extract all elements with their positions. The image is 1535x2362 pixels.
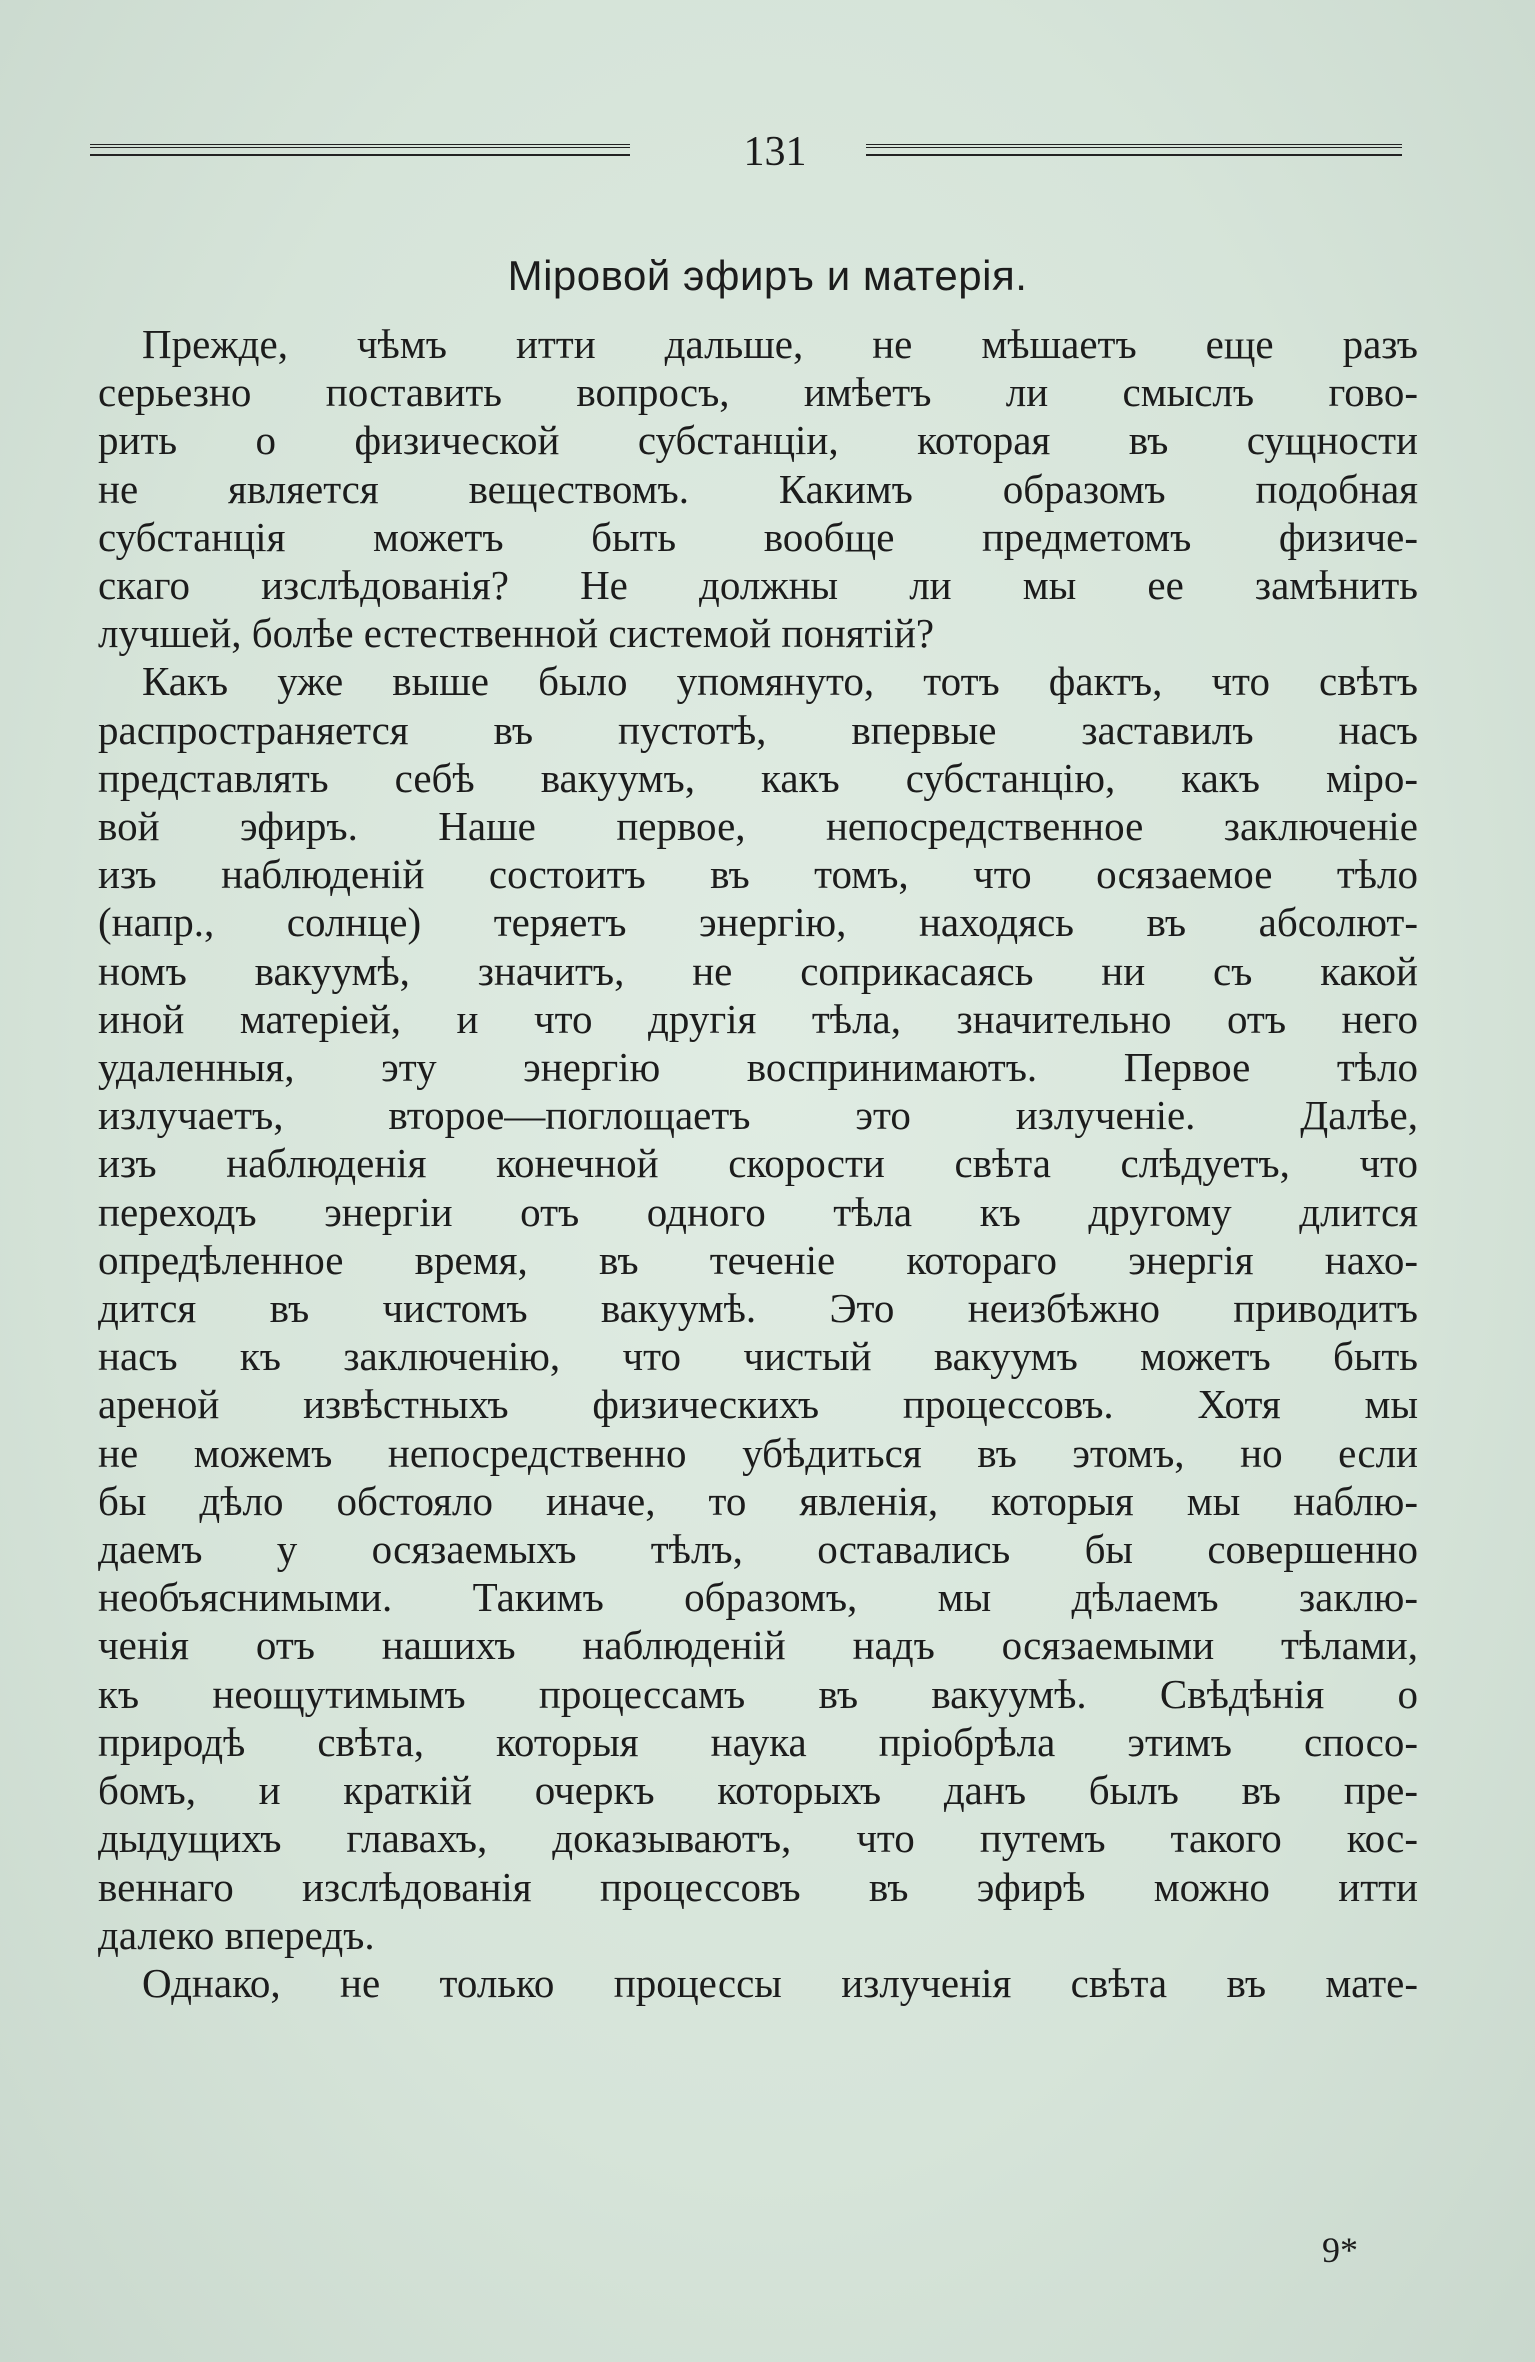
text-line: бомъ, и краткій очеркъ которыхъ данъ былъ въ пре- — [98, 1767, 1418, 1814]
text-line: рить о физической субстанціи, которая въ сущности — [98, 417, 1418, 464]
text-line: опредѣленное время, въ теченіе котораго энергія нахо- — [98, 1236, 1418, 1283]
signature-mark: 9* — [1322, 2230, 1358, 2270]
text-line: дится въ чистомъ вакуумѣ. Это неизбѣжно приводитъ — [98, 1285, 1418, 1332]
text-line: (напр., солнце) теряетъ энергію, находясь въ абсолют- — [98, 899, 1418, 946]
page-number: 131 — [743, 129, 807, 175]
text-line: переходъ энергіи отъ одного тѣла къ другому длится — [98, 1188, 1418, 1235]
text-line: представлять себѣ вакуумъ, какъ субстанцію, какъ міро- — [98, 754, 1418, 801]
text-line: къ неощутимымъ процессамъ въ вакуумѣ. Свѣдѣнія о — [98, 1670, 1418, 1717]
section-title: Міровой эфиръ и матерія. — [507, 252, 1028, 299]
text-line: дыдущихъ главахъ, доказываютъ, что путемъ такого кос- — [98, 1815, 1418, 1862]
text-line: номъ вакуумѣ, значитъ, не соприкасаясь ни съ какой — [98, 947, 1418, 994]
text-line: не является веществомъ. Какимъ образомъ подобная — [98, 465, 1418, 512]
paragraph-2 — [98, 657, 1418, 1958]
text-line: ареной извѣстныхъ физическихъ процессовъ. Хотя мы — [98, 1381, 1418, 1428]
text-line: даемъ у осязаемыхъ тѣлъ, оставались бы совершенно — [98, 1526, 1418, 1573]
text-line: субстанція можетъ быть вообще предметомъ физиче- — [98, 513, 1418, 560]
text-line: природѣ свѣта, которыя наука пріобрѣла этимъ спосо- — [98, 1718, 1418, 1765]
text-line: насъ къ заключенію, что чистый вакуумъ можетъ быть — [98, 1333, 1418, 1380]
page-header — [90, 122, 1402, 182]
text-line: веннаго изслѣдованія процессовъ въ эфирѣ можно итти — [98, 1863, 1418, 1910]
text-line: необъяснимыми. Такимъ образомъ, мы дѣлаемъ заклю- — [98, 1574, 1418, 1621]
text-line: скаго изслѣдованія? Не должны ли мы ее замѣнить — [98, 562, 1418, 609]
text-line: ченія отъ нашихъ наблюденій надъ осязаемыми тѣлами, — [98, 1622, 1418, 1669]
text-line: излучаетъ, второе—поглощаетъ это излученіе. Далѣе, — [98, 1092, 1418, 1139]
header-rule-right — [866, 144, 1402, 156]
text-line: распространяется въ пустотѣ, впервые заставилъ насъ — [98, 706, 1418, 753]
text-line: изъ наблюденія конечной скорости свѣта слѣдуетъ, что — [98, 1140, 1418, 1187]
text-line: иной матеріей, и что другія тѣла, значительно отъ него — [98, 995, 1418, 1042]
text-line: бы дѣло обстояло иначе, то явленія, которыя мы наблю- — [98, 1477, 1418, 1524]
text-line: вой эфиръ. Наше первое, непосредственное заключеніе — [98, 803, 1418, 850]
text-line: не можемъ непосредственно убѣдиться въ этомъ, но если — [98, 1429, 1418, 1476]
text-line: Однако, не только процессы излученія свѣта въ мате- — [142, 1959, 1418, 2006]
text-line: лучшей, болѣе естественной системой понятій? — [98, 610, 935, 657]
text-line: изъ наблюденій состоитъ въ томъ, что осязаемое тѣло — [98, 851, 1418, 898]
paragraph-3 — [98, 1959, 1418, 2007]
paragraph-1 — [98, 320, 1418, 657]
text-line: удаленныя, эту энергію воспринимаютъ. Первое тѣло — [98, 1044, 1418, 1091]
text-line: Какъ уже выше было упомянуто, тотъ фактъ, что свѣтъ — [142, 658, 1418, 705]
text-line: серьезно поставить вопросъ, имѣетъ ли смыслъ гово- — [98, 369, 1418, 416]
text-line: далеко впередъ. — [98, 1911, 375, 1958]
body-text — [98, 320, 1418, 2007]
text-line: Прежде, чѣмъ итти дальше, не мѣшаетъ еще разъ — [142, 321, 1418, 367]
header-rule-left — [90, 144, 630, 156]
